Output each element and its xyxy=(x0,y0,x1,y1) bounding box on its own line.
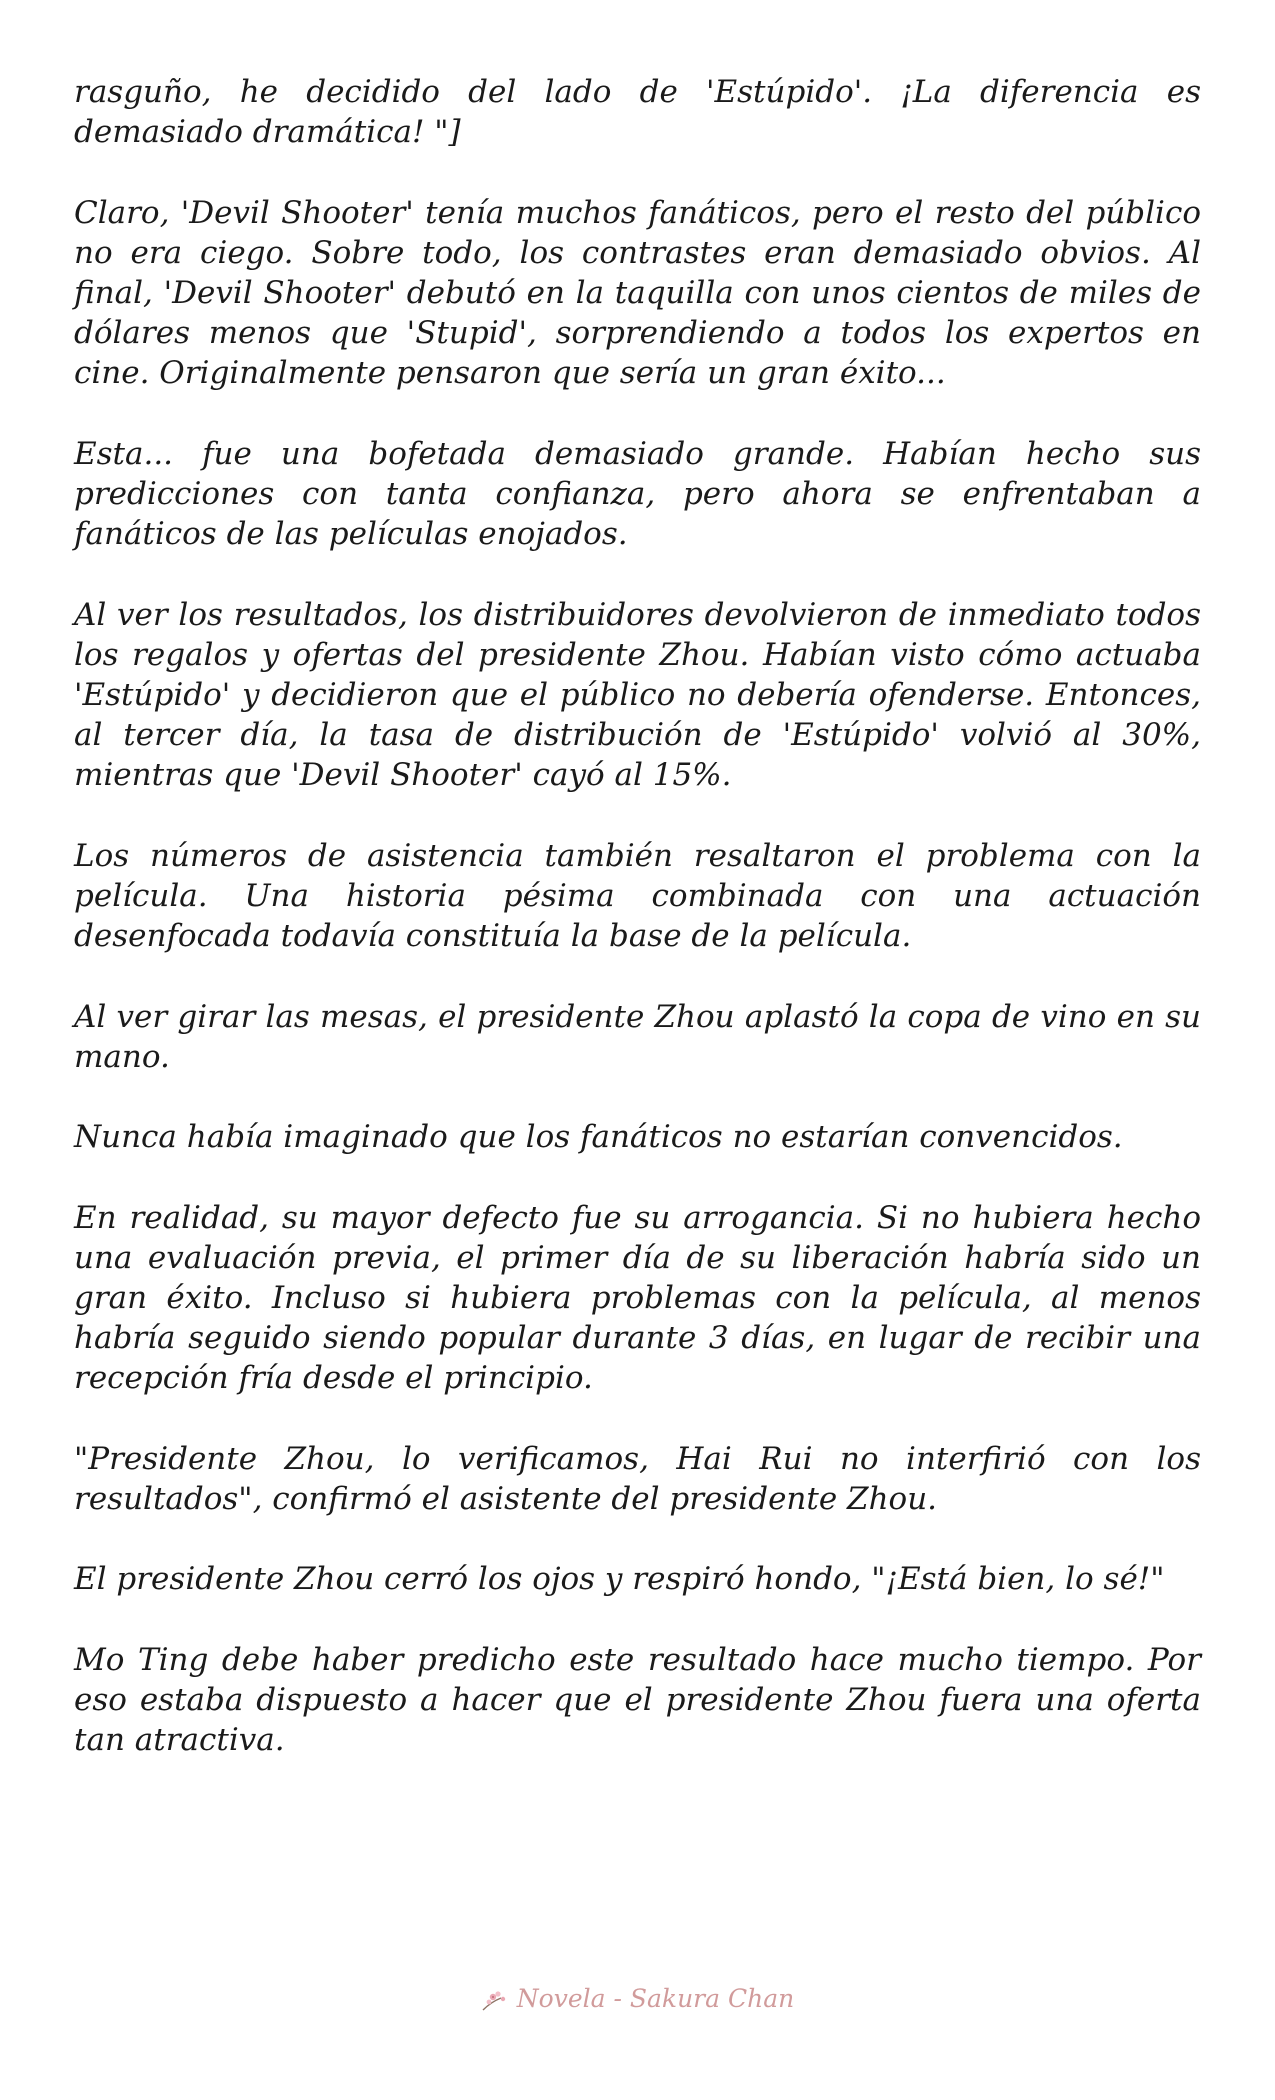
document-body xyxy=(74,72,1201,1801)
paragraph: Al ver girar las mesas, el presidente Zhou aplastó la copa de vino en su mano. xyxy=(74,998,1201,1075)
watermark-text: Novela - Sakura Chan xyxy=(516,1984,795,2013)
paragraph: rasguño, he decidido del lado de 'Estúpido'. ¡La diferencia es demasiado dramática! "] xyxy=(74,74,1201,151)
paragraph: Nunca había imaginado que los fanáticos no estarían convencidos. xyxy=(74,1119,1123,1156)
paragraph: Mo Ting debe haber predicho este resultado hace mucho tiempo. Por eso estaba dispuesto a hacer que el presidente Zhou fuera una oferta tan atractiva. xyxy=(74,1641,1201,1759)
paragraph: Al ver los resultados, los distribuidores devolvieron de inmediato todos los regalos y ofertas del presidente Zhou. Habían visto cómo actuaba 'Estúpido' y decidieron que el público no debería ofenderse. Entonces, al tercer día, la tasa de distribución de 'Estúpido' volvió al 30%, mientras que 'Devil Shooter' cayó al 15%. xyxy=(74,596,1201,794)
paragraph: "Presidente Zhou, lo verificamos, Hai Rui no interfirió con los resultados", confirmó el asistente del presidente Zhou. xyxy=(74,1440,1201,1517)
paragraph: Claro, 'Devil Shooter' tenía muchos fanáticos, pero el resto del público no era ciego. Sobre todo, los contrastes eran demasiado obvios. Al final, 'Devil Shooter' debutó en la taquilla con unos cientos de miles de dólares menos que 'Stupid', sorprendiendo a todos los expertos en cine. Originalmente pensaron que sería un gran éxito... xyxy=(74,194,1201,392)
cherry-blossom-icon xyxy=(481,1988,511,2014)
paragraph: En realidad, su mayor defecto fue su arrogancia. Si no hubiera hecho una evaluación previa, el primer día de su liberación habría sido un gran éxito. Incluso si hubiera problemas con la película, al menos habría seguido siendo popular durante 3 días, en lugar de recibir una recepción fría desde el principio. xyxy=(74,1199,1201,1397)
paragraph: Los números de asistencia también resaltaron el problema con la película. Una historia pésima combinada con una actuación desenfocada todavía constituía la base de la película. xyxy=(74,837,1201,955)
paragraph: El presidente Zhou cerró los ojos y respiró hondo, "¡Está bien, lo sé!" xyxy=(74,1561,1165,1598)
watermark xyxy=(0,1984,1275,2014)
paragraph: Esta... fue una bofetada demasiado grande. Habían hecho sus predicciones con tanta confianza, pero ahora se enfrentaban a fanáticos de las películas enojados. xyxy=(74,435,1201,553)
